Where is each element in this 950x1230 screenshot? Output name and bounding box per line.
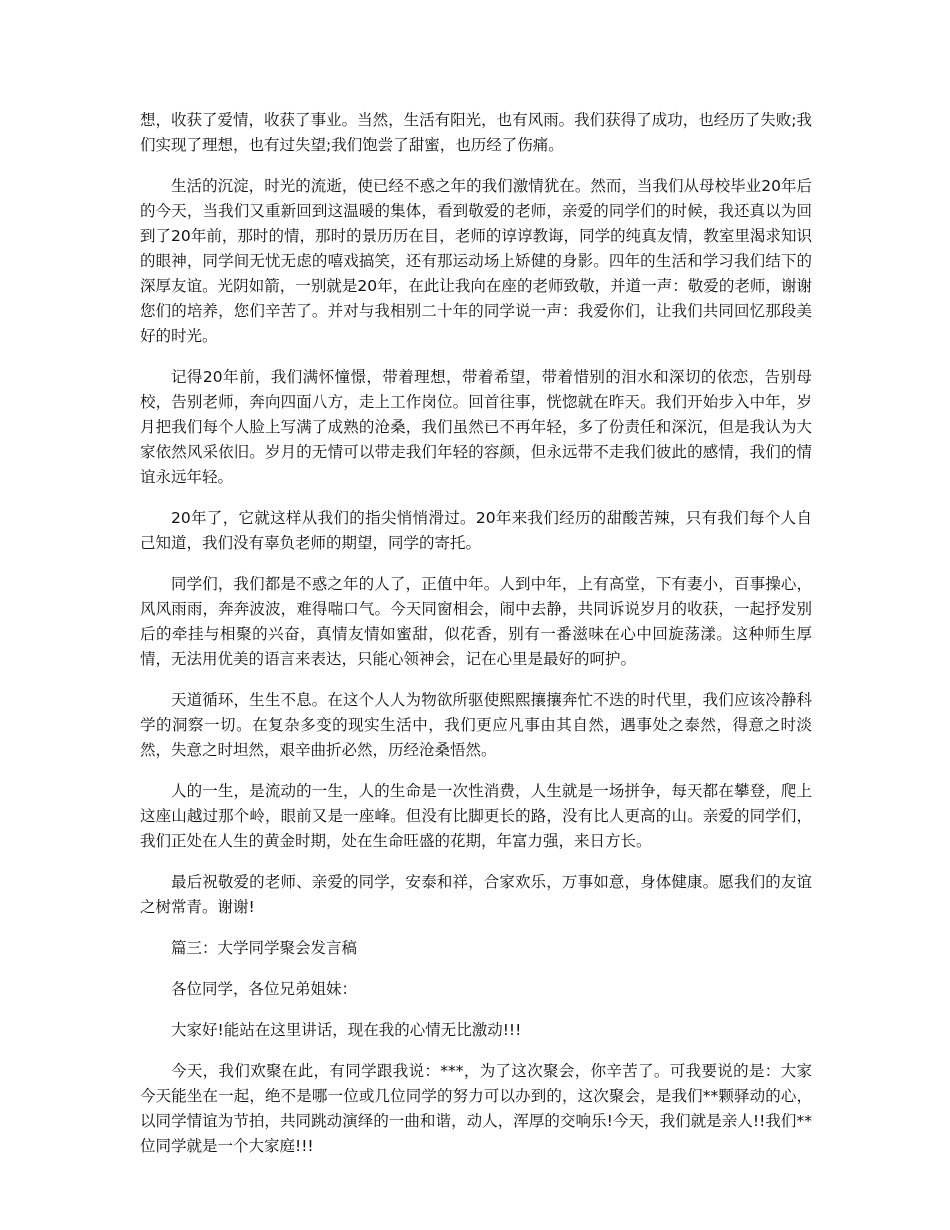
paragraph: 今天，我们欢聚在此，有同学跟我说：***，为了这次聚会，你辛苦了。可我要说的是：大家今天能坐在一起，绝不是哪一位或几位同学的努力可以办到的，这次聚会，是我们**颗驿动的心，以同学情谊为节拍，共同跳动演绎的一曲和谐，动人，浑厚的交响乐!今天，我们就是亲人!!我们**位同学就是一个大家庭!!!: [140, 1062, 812, 1155]
paragraph: 大家好!能站在这里讲话，现在我的心情无比激动!!!: [171, 1021, 522, 1039]
paragraph: 20年了，它就这样从我们的指尖悄悄滑过。20年来我们经历的甜酸苦辣，只有我们每个人自己知道，我们没有辜负老师的期望，同学的寄托。: [140, 509, 812, 552]
paragraph: 生活的沉淀，时光的流逝，使已经不惑之年的我们激情犹在。然而，当我们从母校毕业20年后的今天，当我们又重新回到这温暖的集体，看到敬爱的老师，亲爱的同学们的时候，我还真以为回到了20年前，那时的情，那时的景历历在目，老师的谆谆教诲，同学的纯真友情，教室里渴求知识的眼神，同学间无忧无虑的嘻戏搞笑，还有那运动场上矫健的身影。四年的生活和学习我们结下的深厚友谊。光阴如箭，一别就是20年，在此让我向在座的老师致敬，并道一声：敬爱的老师，谢谢您们的培养，您们辛苦了。并对与我相别二十年的同学说一声：我爱你们，让我们共同回忆那段美好的时光。: [140, 177, 812, 345]
paragraph-continuation: 想，收获了爱情，收获了事业。当然，生活有阳光，也有风雨。我们获得了成功，也经历了失败;我们实现了理想，也有过失望;我们饱尝了甜蜜，也历经了伤痛。: [140, 111, 812, 154]
paragraph: 最后祝敬爱的老师、亲爱的同学，安泰和祥，合家欢乐，万事如意，身体健康。愿我们的友谊之树常青。谢谢!: [140, 873, 812, 916]
paragraph: 天道循环，生生不息。在这个人人为物欲所驱使熙熙攘攘奔忙不迭的时代里，我们应该冷静科学的洞察一切。在复杂多变的现实生活中，我们更应凡事由其自然，遇事处之泰然，得意之时淡然，失意之时坦然，艰辛曲折必然，历经沧桑悟然。: [140, 691, 812, 759]
paragraph: 记得20年前，我们满怀憧憬，带着理想，带着希望，带着惜别的泪水和深切的依恋，告别母校，告别老师，奔向四面八方，走上工作岗位。回首往事，恍惚就在昨天。我们开始步入中年，岁月把我们每个人脸上写满了成熟的沧桑，我们虽然已不再年轻，多了份责任和深沉，但是我认为大家依然风采依旧。岁月的无情可以带走我们年轻的容颜，但永远带不走我们彼此的感情，我们的情谊永远年轻。: [140, 368, 812, 486]
salutation: 各位同学，各位兄弟姐妹：: [171, 980, 358, 998]
document-page: [140, 108, 812, 1175]
paragraph: 同学们，我们都是不惑之年的人了，正值中年。人到中年，上有高堂，下有妻小，百事操心，风风雨雨，奔奔波波，难得喘口气。今天同窗相会，闹中去静，共同诉说岁月的收获，一起抒发别后的牵挂与相聚的兴奋，真情友情如蜜甜，似花香，别有一番滋味在心中回旋荡漾。这种师生厚情，无法用优美的语言来表达，只能心领神会，记在心里是最好的呵护。: [140, 575, 812, 668]
section-heading: 篇三：大学同学聚会发言稿: [171, 939, 358, 957]
paragraph: 人的一生，是流动的一生，人的生命是一次性消费，人生就是一场拼争，每天都在攀登，爬上这座山越过那个岭，眼前又是一座峰。但没有比脚更长的路，没有比人更高的山。亲爱的同学们，我们正处在人生的黄金时期，处在生命旺盛的花期，年富力强，来日方长。: [140, 782, 812, 850]
